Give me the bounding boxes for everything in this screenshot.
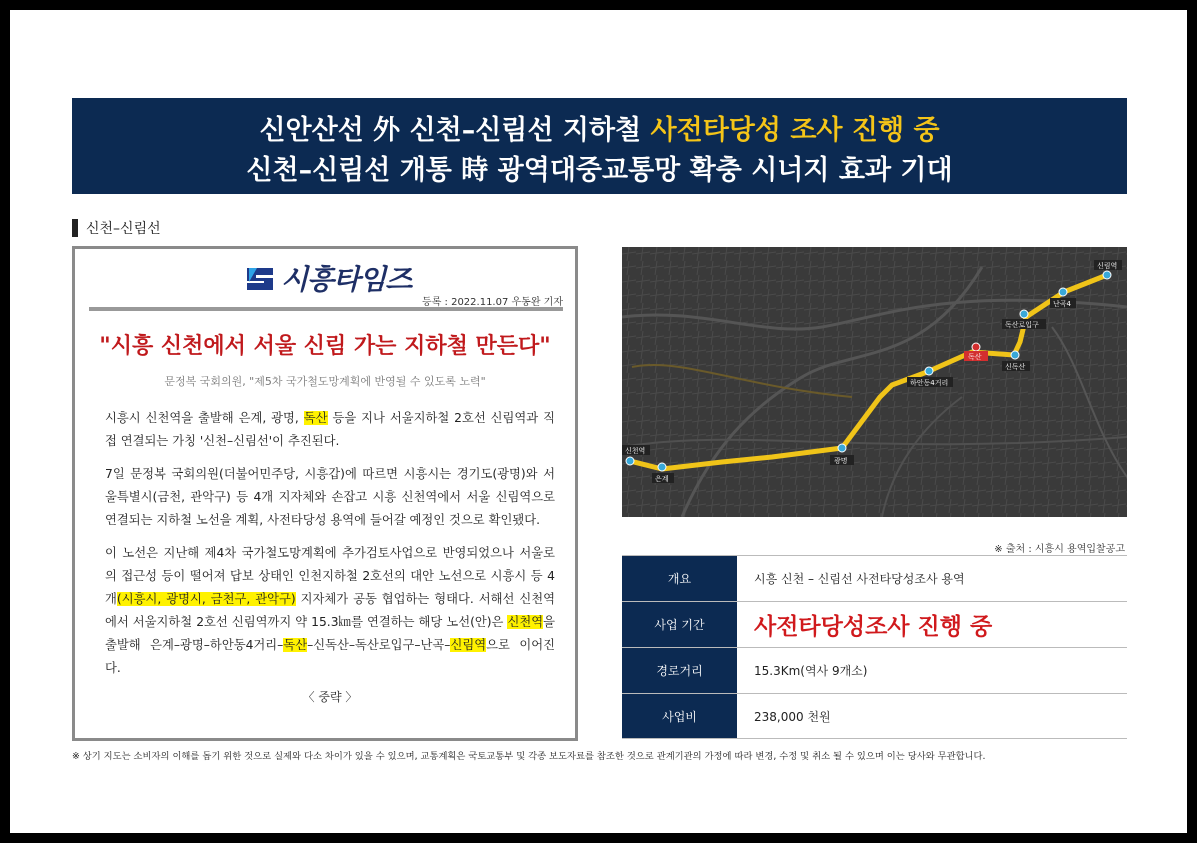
text-span: 시흥시 신천역을 출발해 은계, 광명, [105, 411, 304, 425]
map-background [622, 247, 1127, 517]
station-label: 독산 [968, 353, 982, 361]
banner-highlight: 사전타당성 조사 진행 중 [650, 115, 940, 146]
title-banner [72, 98, 1127, 194]
banner-line-1 [72, 108, 1127, 147]
info-row-cost [622, 693, 1127, 739]
station-dot [626, 457, 634, 465]
info-key: 사업비 [622, 694, 737, 738]
map-svg [622, 247, 1127, 517]
text-span: 으로 이어진다. [105, 638, 555, 675]
logo-mark-icon [243, 262, 277, 294]
station-label: 난곡4 [1053, 300, 1071, 308]
station-dot [972, 343, 980, 351]
station-dot [838, 444, 846, 452]
banner-line-2: 신천–신림선 개통 時 광역대중교통망 확충 시너지 효과 기대 [246, 155, 953, 186]
info-row-period [622, 601, 1127, 647]
highlight: 독산 [283, 638, 308, 652]
section-marker [72, 219, 78, 237]
station-label: 은계 [655, 475, 669, 483]
disclaimer-footnote: ※ 상기 지도는 소비자의 이해를 돕기 위한 것으로 실제와 다소 차이가 있을 수 있으며, 교통계획은 국토교통부 및 각종 보도자료를 참조한 것으로 관계기관의 가정에 따라 변경, 수정 및 취소 될 수 있으며 이는 당사와 무관합니다. [72, 751, 986, 762]
news-article [72, 246, 578, 741]
info-value: 15.3Km(역사 9개소) [754, 664, 868, 678]
highlight: 신천역 [507, 615, 544, 629]
article-body [105, 407, 555, 709]
info-key: 경로거리 [622, 648, 737, 693]
omitted-marker: 〈 중략 〉 [302, 690, 358, 704]
paragraph-3 [105, 542, 555, 680]
station-dot [1103, 271, 1111, 279]
station-dot [1020, 310, 1028, 318]
route-map [622, 247, 1127, 517]
text-span: 을 출발해 은계–광명–하안동4거리– [105, 615, 555, 652]
station-dot [1059, 288, 1067, 296]
info-value: 238,000 천원 [754, 709, 831, 724]
info-key: 사업 기간 [622, 602, 737, 647]
page [10, 10, 1187, 833]
map-source-note: ※ 출처 : 시흥시 용역입찰공고 [994, 544, 1125, 555]
text-span: 등을 지나 서울지하철 2호선 신림역과 직접 연결되는 가칭 '신천–신림선'이 추진된다. [105, 411, 555, 448]
section-label [72, 218, 161, 238]
section-label-text: 신천–신림선 [86, 221, 161, 237]
paragraph-1 [105, 407, 555, 453]
info-value: 시흥 신천 – 신림선 사전타당성조사 용역 [754, 572, 965, 586]
newspaper-logo [243, 261, 411, 295]
station-label: 광명 [834, 457, 848, 465]
station-dot [658, 463, 666, 471]
highlight: 신림역 [450, 638, 487, 652]
station-label: 독산로입구 [1005, 321, 1039, 329]
highlight: (시흥시, 광명시, 금천구, 관악구) [116, 592, 296, 606]
info-row-distance [622, 647, 1127, 693]
project-info-table [622, 555, 1127, 741]
info-key: 개요 [622, 556, 737, 601]
station-label: 하안동4거리 [910, 379, 949, 387]
info-value-status: 사전타당성조사 진행 중 [754, 614, 993, 640]
station-label: 신독산 [1005, 363, 1026, 371]
station-dot [925, 367, 933, 375]
station-label: 신림역 [1097, 262, 1118, 270]
highlight: 독산 [303, 411, 328, 425]
registration-info: 등록 : 2022.11.07 우동완 기자 [422, 297, 563, 308]
article-subhead: 문정복 국회의원, "제5차 국가철도망계획에 반영될 수 있도록 노력" [164, 375, 486, 388]
text-span: –신독산–독산로입구–난곡– [307, 638, 451, 652]
text-span: 이 노선은 지난해 제4차 국가철도망계획에 추가검토사업으로 반영되었으나 서울로의 접근성 등이 떨어져 답보 상태인 인천지하철 2호선의 대안 노선으로 시흥시 등 4개 [105, 546, 555, 606]
text-span: 지자체가 공동 협업하는 형태다. 서해선 신천역에서 서울지하철 2호선 신림역까지 약 15.3㎞를 연결하는 해당 노선(안)은 [105, 592, 556, 629]
header-rule [89, 307, 563, 311]
logo-name: 시흥타임즈 [281, 263, 412, 296]
station-label: 신천역 [625, 447, 646, 455]
station-dot [1011, 351, 1019, 359]
info-row-overview [622, 555, 1127, 601]
banner-line-1-text: 신안산선 外 신천–신림선 지하철 [259, 115, 651, 146]
paragraph-2: 7일 문정복 국회의원(더불어민주당, 시흥갑)에 따르면 시흥시는 경기도(광명)와 서울특별시(금천, 관악구) 등 4개 지자체와 손잡고 시흥 신천역에서 서울 신림역으로 연결되는 지하철 노선을 계획, 사전타당성 용역에 들어갈 예정인 것으로 확인됐다. [105, 467, 555, 527]
article-headline: "시흥 신천에서 서울 신림 가는 지하철 만든다" [99, 334, 551, 359]
